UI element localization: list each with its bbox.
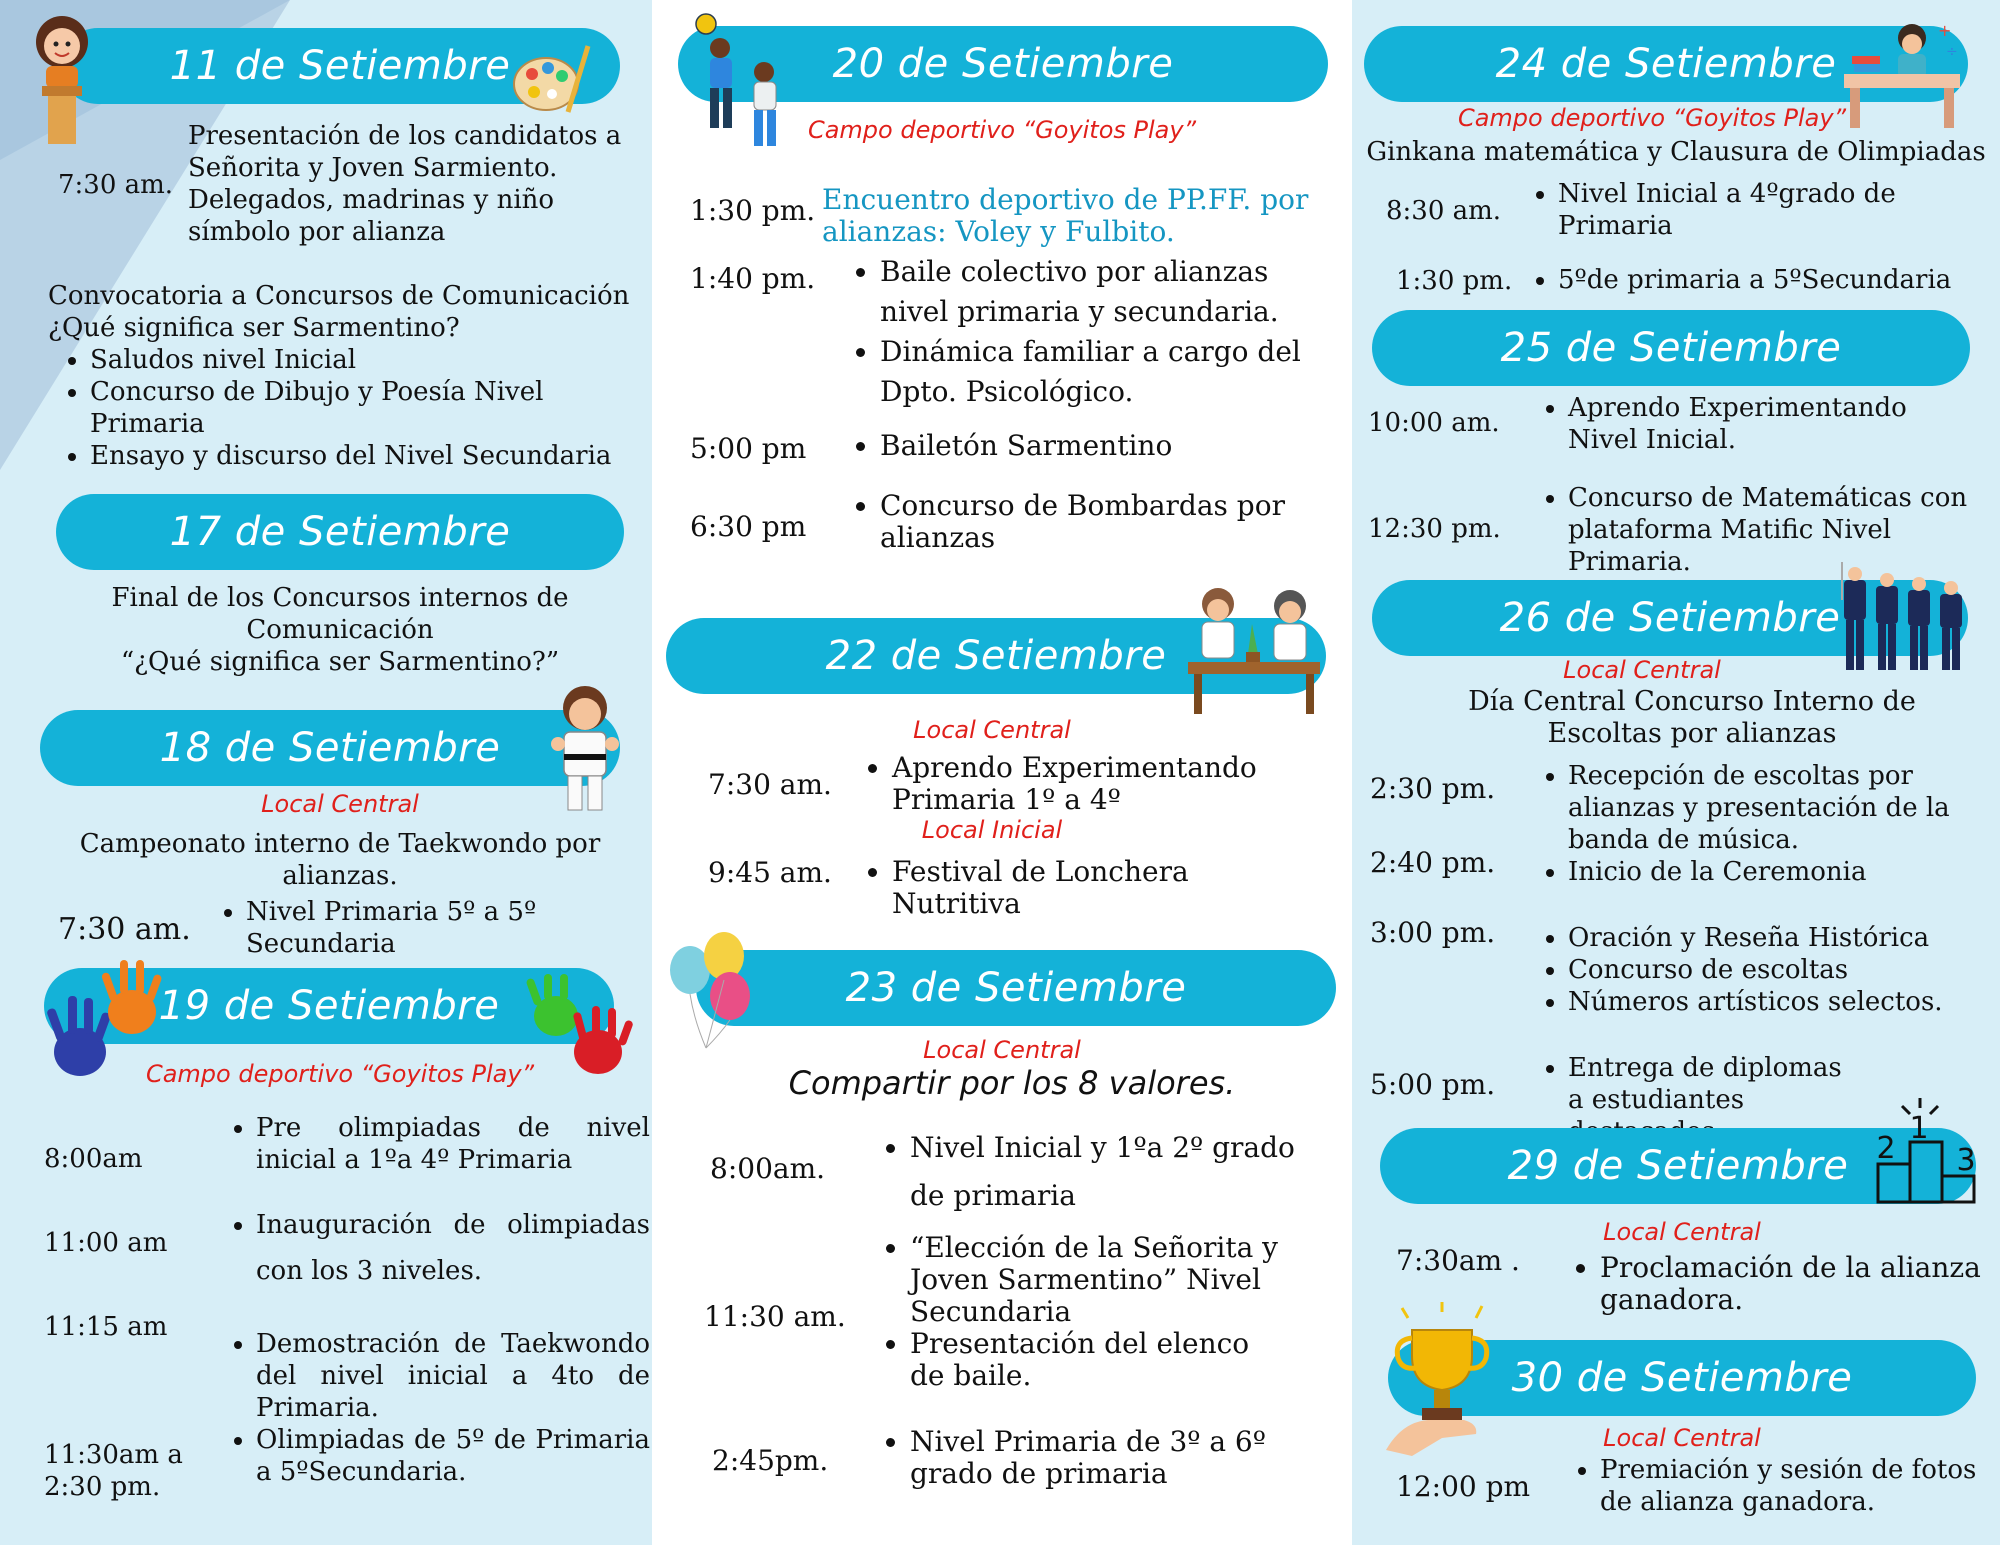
column-right	[1352, 0, 2000, 1545]
column-left	[0, 0, 652, 1545]
list-26-a-wrap	[1532, 760, 1992, 888]
list-20-a	[840, 252, 1330, 412]
desc-line: Escoltas por alianzas	[1547, 718, 1837, 749]
list-item: • Aprendo Experimentando Nivel Inicial.	[1568, 392, 1952, 456]
list-24-b-wrap	[1524, 264, 1974, 296]
list-19-b	[210, 1202, 650, 1294]
conv-line: Convocatoria a Concursos de Comunicación	[48, 281, 630, 311]
banner-17-setiembre	[56, 494, 624, 570]
taekwondo-boy-icon	[548, 682, 622, 814]
list-item: • Nivel Primaria de 3º a 6º grado de primaria	[910, 1426, 1286, 1490]
place-18: Local Central	[261, 790, 419, 818]
list-24-b	[1524, 264, 1974, 296]
desc-18	[40, 828, 640, 892]
time-19-1: 8:00am	[44, 1144, 143, 1174]
balloons-icon	[664, 930, 764, 1050]
list-item: • Concurso de escoltas	[1568, 954, 1992, 986]
banner-title: 24 de Setiembre	[1495, 41, 1837, 87]
time-25-2: 12:30 pm.	[1368, 514, 1501, 544]
time-19-2: 11:00 am	[44, 1228, 168, 1258]
list-20-c-wrap	[840, 490, 1330, 554]
list-item: • Pre olimpiadas de nivel inicial a 1ºa 4º Primaria	[256, 1112, 650, 1176]
banner-23-setiembre	[696, 950, 1336, 1026]
list-20-b	[840, 430, 1330, 462]
list-item: • Ensayo y discurso del Nivel Secundaria	[90, 440, 630, 472]
place-22-2: Local Inicial	[921, 816, 1063, 844]
list-item: • Nivel Primaria 5º a 5º Secundaria	[246, 896, 564, 960]
list-item: • Bailetón Sarmentino	[880, 430, 1330, 462]
time-26-1: 2:30 pm.	[1370, 772, 1496, 805]
list-26-b-wrap	[1532, 922, 1992, 1018]
subtitle-23: Compartir por los 8 valores.	[788, 1064, 1236, 1102]
banner-title: 17 de Setiembre	[169, 509, 511, 555]
trophy-hand-icon	[1382, 1300, 1502, 1456]
list-19-b-wrap	[210, 1202, 650, 1294]
time-29: 7:30am .	[1396, 1244, 1520, 1277]
column-middle	[652, 0, 1352, 1545]
list-23-a	[876, 1124, 1316, 1220]
desc-line: Día Central Concurso Interno de	[1468, 686, 1916, 717]
podium-icon	[1872, 1094, 1982, 1206]
time-26-2: 2:40 pm.	[1370, 846, 1496, 879]
time-24-1: 8:30 am.	[1386, 196, 1502, 226]
desc-11	[188, 120, 628, 248]
list-20-a-wrap	[840, 252, 1330, 412]
time-26-4: 5:00 pm.	[1370, 1068, 1496, 1101]
time-24-2: 1:30 pm.	[1396, 266, 1513, 296]
speaker-girl-icon	[22, 8, 102, 148]
list-item: • Aprendo Experimentando Primaria 1º a 4º	[892, 752, 1262, 816]
time-23-2: 11:30 am.	[704, 1300, 846, 1333]
list-18-wrap	[204, 896, 564, 960]
list-22-b-wrap	[862, 856, 1322, 920]
time-20-1: 1:30 pm.	[690, 194, 816, 227]
volleyball-players-icon	[680, 12, 800, 152]
list-item: • Presentación del elenco de baile.	[910, 1328, 1286, 1392]
list-item: • Inicio de la Ceremonia	[1568, 856, 1992, 888]
banner-title: 23 de Setiembre	[845, 965, 1187, 1011]
time-26-3: 3:00 pm.	[1370, 916, 1496, 949]
list-26-b	[1532, 922, 1992, 1018]
list-item: • Olimpiadas de 5º de Primaria a 5ºSecundaria.	[256, 1424, 650, 1488]
list-item: • Oración y Reseña Histórica	[1568, 922, 1992, 954]
time-23-3: 2:45pm.	[712, 1444, 829, 1477]
list-19-a-wrap	[210, 1112, 650, 1176]
banner-title: 29 de Setiembre	[1507, 1143, 1849, 1189]
headline-20: Encuentro deportivo de PP.FF. por alianzas: Voley y Fulbito.	[822, 183, 1309, 248]
list-19-a	[210, 1112, 650, 1176]
list-20-b-wrap	[840, 430, 1330, 462]
list-23-b-wrap	[876, 1232, 1286, 1392]
place-29: Local Central	[1603, 1218, 1761, 1246]
list-item: • Dinámica familiar a cargo del Dpto. Psicológico.	[880, 332, 1330, 412]
list-19-c-wrap	[210, 1328, 650, 1488]
list-30	[1564, 1454, 1994, 1518]
time-19-3: 11:15 am	[44, 1312, 168, 1342]
banner-title: 22 de Setiembre	[825, 633, 1167, 679]
list-item: • Proclamación de la alianza ganadora.	[1600, 1252, 1984, 1316]
time-18: 7:30 am.	[58, 912, 191, 947]
list-23-a-wrap	[876, 1124, 1316, 1220]
desc-26	[1392, 686, 1992, 750]
desc-line: alianzas.	[282, 861, 398, 891]
list-29	[1564, 1252, 1984, 1316]
place-24: Campo deportivo “Goyitos Play”	[1457, 104, 1847, 132]
time-11-1: 7:30 am.	[58, 170, 174, 200]
list-item: • Baile colectivo por alianzas nivel primaria y secundaria.	[880, 252, 1330, 332]
time-25-1: 10:00 am.	[1368, 408, 1500, 438]
time-19-4: 11:30am a	[44, 1440, 183, 1470]
place-19: Campo deportivo “Goyitos Play”	[145, 1060, 535, 1088]
convocatoria-11	[48, 280, 648, 472]
list-23-c-wrap	[876, 1426, 1286, 1490]
desc-17	[40, 582, 640, 678]
svg-text:+: +	[1938, 21, 1952, 40]
banner-title: 26 de Setiembre	[1499, 595, 1841, 641]
podium-first: 1	[1909, 1111, 1929, 1146]
desc-line: Campeonato interno de Taekwondo por	[79, 829, 601, 859]
time-22-2: 9:45 am.	[708, 856, 832, 889]
banner-title: 20 de Setiembre	[832, 41, 1174, 87]
list-30-wrap	[1564, 1454, 1994, 1518]
desc-line: “¿Qué significa ser Sarmentino?”	[120, 647, 560, 677]
list-item: • Entrega de diplomas a estudiantes	[1568, 1052, 1852, 1148]
list-item: • Concurso de Matemáticas con plataforma Matific Nivel Primaria.	[1568, 482, 1992, 578]
list-item: • “Elección de la Señorita y Joven Sarmentino” Nivel Secundaria	[910, 1232, 1286, 1328]
banner-title: 25 de Setiembre	[1500, 325, 1842, 371]
scientists-lab-icon	[1186, 584, 1322, 716]
list-19-c	[210, 1328, 650, 1488]
time-22-1: 7:30 am.	[708, 768, 832, 801]
list-item: • Inauguración de olimpiadas con los 3 niveles.	[256, 1202, 650, 1294]
place-26: Local Central	[1563, 656, 1721, 684]
desc-line: Señorita y Joven Sarmiento.	[188, 153, 558, 183]
time-23-1: 8:00am.	[710, 1152, 826, 1185]
list-item: • Nivel Inicial a 4ºgrado de Primaria	[1558, 178, 1954, 242]
place-20: Campo deportivo “Goyitos Play”	[807, 116, 1197, 144]
podium-third: 3	[1956, 1143, 1976, 1178]
list-23-b	[876, 1232, 1286, 1392]
list-22-a	[862, 752, 1262, 816]
paint-palette-icon	[510, 42, 592, 120]
list-item: • Nivel Inicial y 1ºa 2º grado de primaria	[910, 1124, 1316, 1220]
conv-line: ¿Qué significa ser Sarmentino?	[48, 313, 460, 343]
time-20-3: 5:00 pm	[690, 432, 807, 465]
list-item: • Concurso de Dibujo y Poesía Nivel Primaria	[90, 376, 570, 440]
time-30: 12:00 pm	[1396, 1470, 1531, 1503]
podium-second: 2	[1876, 1131, 1896, 1166]
time-20-2: 1:40 pm.	[690, 262, 816, 295]
banner-title: 18 de Setiembre	[159, 725, 501, 771]
list-item: • Festival de Lonchera Nutritiva	[892, 856, 1322, 920]
desc-line: símbolo por alianza	[188, 217, 446, 247]
list-24-a	[1524, 178, 1954, 242]
escort-march-icon	[1836, 560, 1968, 678]
list-11	[48, 344, 630, 472]
list-20-c	[840, 490, 1330, 554]
desc-line: Comunicación	[246, 615, 434, 645]
headline-24: Ginkana matemática y Clausura de Olimpiadas	[1366, 137, 1986, 167]
list-item: • Concurso de Bombardas por alianzas	[880, 490, 1330, 554]
banner-title: 11 de Setiembre	[169, 43, 511, 89]
list-18	[204, 896, 564, 960]
list-item: • Premiación y sesión de fotos de alianza ganadora.	[1600, 1454, 1994, 1518]
desc-line: Delegados, madrinas y niño	[188, 185, 555, 215]
list-25-a	[1532, 392, 1952, 456]
desc-line: Final de los Concursos internos de	[111, 583, 569, 613]
list-22-a-wrap	[862, 752, 1262, 816]
list-item: • 5ºde primaria a 5ºSecundaria	[1558, 264, 1974, 296]
banner-title: 30 de Setiembre	[1511, 1355, 1853, 1401]
place-23: Local Central	[923, 1036, 1081, 1064]
list-item: • Saludos nivel Inicial	[90, 344, 630, 376]
math-student-desk-icon	[1840, 12, 1964, 130]
banner-25-setiembre	[1372, 310, 1970, 386]
list-26-a	[1532, 760, 1992, 888]
desc-line: Presentación de los candidatos a	[188, 121, 622, 151]
list-25-a-wrap	[1532, 392, 1952, 456]
place-22-1: Local Central	[913, 716, 1071, 744]
list-24-a-wrap	[1524, 178, 1954, 242]
place-30: Local Central	[1603, 1424, 1761, 1452]
list-22-b	[862, 856, 1322, 920]
time-20-4: 6:30 pm	[690, 510, 807, 543]
list-item: • Recepción de escoltas por alianzas y presentación de la banda de música.	[1568, 760, 1992, 856]
time-19-5: 2:30 pm.	[44, 1472, 161, 1502]
svg-text:÷: ÷	[1946, 44, 1958, 60]
banner-18-setiembre	[40, 710, 620, 786]
list-item: • Demostración de Taekwondo del nivel inicial a 4to de Primaria.	[256, 1328, 650, 1424]
list-29-wrap	[1564, 1252, 1984, 1316]
banner-title: 19 de Setiembre	[158, 983, 500, 1029]
hand-print-orange-icon	[92, 954, 172, 1042]
list-23-c	[876, 1426, 1286, 1490]
list-item: • Números artísticos selectos.	[1568, 986, 1992, 1018]
